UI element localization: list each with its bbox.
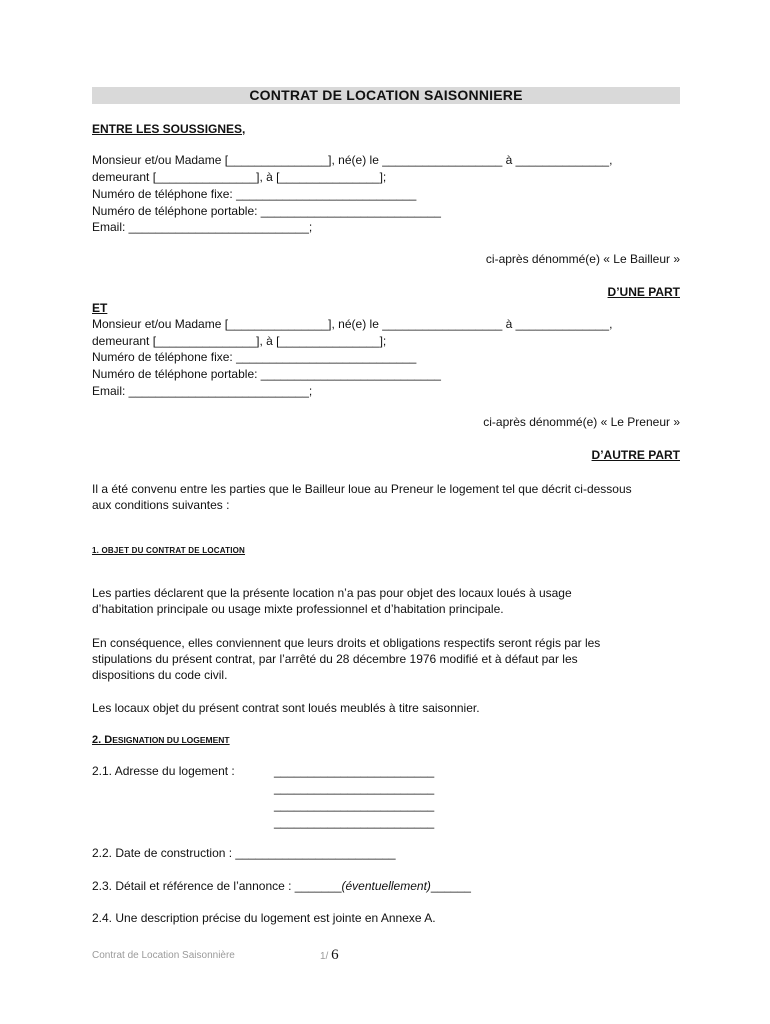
document-title: CONTRAT DE LOCATION SAISONNIERE bbox=[92, 87, 680, 104]
party1-address-line: demeurant [_______________], à [_______________]; bbox=[92, 170, 387, 184]
section2-heading-number: 2. D bbox=[92, 734, 113, 746]
section1-p1-line1: Les parties déclarent que la présente location n’a pas pour objet des locaux loués à usage bbox=[92, 586, 572, 600]
annonce-label: 2.3. Détail et référence de l’annonce : _______ bbox=[92, 879, 342, 893]
page-total: 6 bbox=[331, 947, 339, 963]
between-heading: ENTRE LES SOUSSIGNES, bbox=[92, 122, 246, 136]
party1-name-line: Monsieur et/ou Madame [_______________], né(e) le __________________ à ______________, bbox=[92, 153, 613, 167]
page-current: 1/ bbox=[320, 951, 332, 962]
intro-line-2: aux conditions suivantes : bbox=[92, 498, 230, 512]
footer-page-number bbox=[320, 947, 339, 964]
footer-title: Contrat de Location Saisonnière bbox=[92, 950, 235, 961]
party2-designation: ci-après dénommé(e) « Le Preneur » bbox=[483, 415, 680, 429]
section1-p2-line3: dispositions du code civil. bbox=[92, 668, 228, 682]
party1-part: D’UNE PART bbox=[607, 285, 680, 299]
section2-heading bbox=[92, 734, 230, 746]
party1-phone-mobile: Numéro de téléphone portable: ___________________________ bbox=[92, 204, 441, 218]
party1-phone-fixed: Numéro de téléphone fixe: ___________________________ bbox=[92, 187, 417, 201]
section1-heading: 1. OBJET DU CONTRAT DE LOCATION bbox=[92, 546, 246, 555]
address-label: 2.1. Adresse du logement : bbox=[92, 764, 235, 778]
party2-part: D’AUTRE PART bbox=[591, 448, 680, 462]
annonce-line bbox=[92, 878, 471, 894]
description-line: 2.4. Une description précise du logement est jointe en Annexe A. bbox=[92, 911, 436, 925]
address-blank-2: ________________________ bbox=[274, 781, 435, 795]
party2-email: Email: ___________________________; bbox=[92, 384, 313, 398]
section1-p3: Les locaux objet du présent contrat sont loués meublés à titre saisonnier. bbox=[92, 701, 480, 715]
and-heading: ET bbox=[92, 301, 108, 315]
construction-date-line: 2.2. Date de construction : ________________________ bbox=[92, 846, 396, 860]
party2-phone-fixed: Numéro de téléphone fixe: ___________________________ bbox=[92, 350, 417, 364]
party2-phone-mobile: Numéro de téléphone portable: ___________________________ bbox=[92, 367, 441, 381]
address-blank-4: ________________________ bbox=[274, 815, 435, 829]
annonce-optional: (éventuellement) bbox=[341, 879, 431, 893]
section1-p1-line2: d’habitation principale ou usage mixte professionnel et d’habitation principale. bbox=[92, 602, 504, 616]
address-blank-1: ________________________ bbox=[274, 764, 435, 778]
party2-name-line: Monsieur et/ou Madame [_______________], né(e) le __________________ à ______________, bbox=[92, 317, 613, 331]
intro-line-1: Il a été convenu entre les parties que le Bailleur loue au Preneur le logement tel que décrit ci-dessous bbox=[92, 482, 632, 496]
section1-p2-line1: En conséquence, elles conviennent que leurs droits et obligations respectifs seront régis par les bbox=[92, 636, 601, 650]
address-blank-3: ________________________ bbox=[274, 798, 435, 812]
section2-heading-text: ESIGNATION DU LOGEMENT bbox=[112, 735, 230, 745]
section1-p2-line2: stipulations du présent contrat, par l’arrêté du 28 décembre 1976 modifié et à défaut par les bbox=[92, 652, 578, 666]
party1-designation: ci-après dénommé(e) « Le Bailleur » bbox=[485, 252, 680, 266]
annonce-blank: ______ bbox=[430, 879, 471, 893]
party2-address-line: demeurant [_______________], à [_______________]; bbox=[92, 334, 387, 348]
party1-email: Email: ___________________________; bbox=[92, 220, 313, 234]
